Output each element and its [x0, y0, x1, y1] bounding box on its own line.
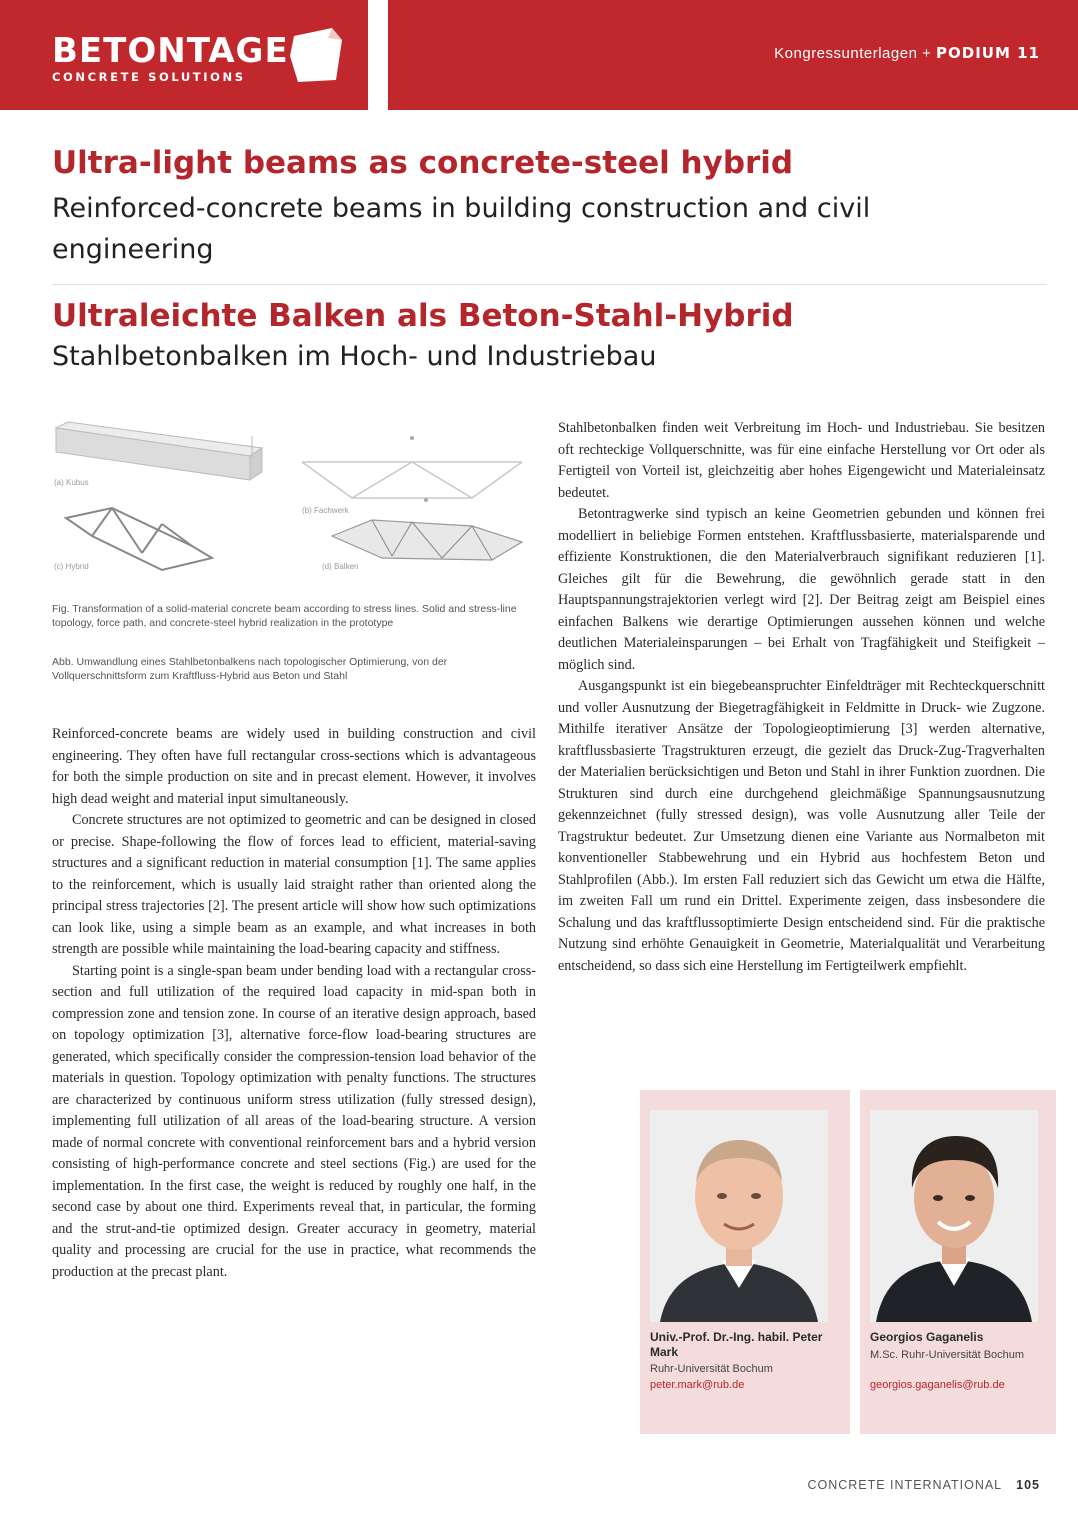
- figure-label-d: (d) Balken: [322, 562, 359, 571]
- logo-mark-icon: [288, 26, 344, 84]
- figure-label-a: (a) Kubus: [54, 478, 89, 487]
- magazine-name: CONCRETE INTERNATIONAL: [807, 1478, 1003, 1492]
- author-card: [640, 1090, 850, 1434]
- author-name: Univ.-Prof. Dr.-Ing. habil. Peter Mark: [650, 1330, 823, 1359]
- german-body: [558, 418, 1045, 977]
- divider: [52, 284, 1047, 285]
- logo-tagline: CONCRETE SOLUTIONS: [52, 70, 246, 84]
- author-email[interactable]: peter.mark@rub.de: [650, 1379, 745, 1391]
- german-paragraph: Stahlbetonbalken finden weit Verbreitung im Hoch- und Industriebau. Sie besitzen oft rechteckige Vollquerschnitte, was für eine einfache Herstellung vor Ort oder als Fertigteil von Vorteil ist, gleichzeitig aber hohes Eigengewicht und Materialeinsatz bedeutet.: [558, 420, 1045, 501]
- portrait-icon: [870, 1110, 1038, 1322]
- figure-caption-german: Abb. Umwandlung eines Stahlbetonbalkens nach topologischer Optimierung, von der Vollquerschnittsform zum Kraftfluss-Hybrid aus Beton und Stahl: [52, 656, 448, 682]
- english-title: Ultra-light beams as concrete-steel hybrid: [52, 145, 794, 181]
- author-affiliation: Ruhr-Universität Bochum: [650, 1363, 773, 1375]
- page-number: 105: [1016, 1478, 1040, 1492]
- author-photo: [650, 1110, 828, 1322]
- author-name: Georgios Gaganelis: [870, 1330, 984, 1344]
- author-card: [860, 1090, 1056, 1434]
- beam-diagram: [52, 418, 536, 588]
- english-subtitle: Reinforced-concrete beams in building construction and civil engineering: [52, 193, 871, 265]
- figure-caption-english: Fig. Transformation of a solid-material concrete beam according to stress lines. Solid and stress-line topology, force path, and concrete-steel hybrid realization in the prototype: [52, 603, 517, 629]
- english-body: [52, 724, 536, 1283]
- figure-label-c: (c) Hybrid: [54, 562, 89, 571]
- english-paragraph: Concrete structures are not optimized to geometric and can be designed in closed or precise. Shape-following the flow of forces lead to efficient, material-saving structures and a significant reduction in material consumption [1]. The same applies to the reinforcement, which is usually laid straight rather than oriented along the principal stress trajectories [2]. The present article will show how such optimizations can look like, using a simple beam as an example, and what increases in both strength are possible while maintaining the load-bearing capacity and stiffness.: [52, 812, 536, 957]
- portrait-icon: [650, 1110, 828, 1322]
- german-paragraph: Betontragwerke sind typisch an keine Geometrien gebunden und können frei modelliert in beliebige Formen entstehen. Kraftflussbasierte, materialsparende und effiziente Konstruktionen, die den Materialverbrauch signifikant reduzieren [1]. Gleiches gilt für die Bewehrung, die gewöhnlich gerade statt in den Hauptspannungstrajektorien verlegt wird [2]. Der Beitrag zeigt am Beispiel eines einfachen Balkens wie derartige Optimierungen aussehen können und welche deutlichen Materialeinsparungen – bei Erhalt von Tragfähigkeit und Steifigkeit – möglich sind.: [558, 506, 1045, 673]
- figure-label-b: (b) Fachwerk: [302, 506, 349, 515]
- german-paragraph: Ausgangspunkt ist ein biegebeanspruchter Einfeldträger mit Rechteckquerschnitt und voller Ausnutzung der Biegetragfähigkeit in Feldmitte in Druck- wie Zugzone. Mithilfe iterativer Ansätze der Topologieoptimierung [3] werden alternative, kraftflussbasierte Tragstrukturen erzeugt, die gezielt das Druck-Zug-Tragverhalten der Materialien berücksichtigen und Beton und Stahl in ihrer Funktion zuordnen. Die Strukturen sind durch eine durchgehend gleichmäßige Spannungsausnutzung gekennzeichnet (fully stressed design), was volle Ausnutzung aller Teile der Tragstruktur bedeutet. Zur Umsetzung dienen eine Variante aus Normalbeton mit konventioneller Stabbewehrung und ein Hybrid aus hochfestem Beton und Stahlprofilen (Abb.). Im ersten Fall reduziert sich das Gewicht um etwa die Hälfte, im zweiten Fall um rund ein Drittel. Experimente zeigen, dass insbesondere die Schalung und das kraftflussoptimierte Design entscheidend sind. Für die praktische Nutzung sind erhöhte Genauigkeit in Geometrie, Materialqualität und Verarbeitung entscheidend, so dass sich eine Herstellung im Fertigteilwerk empfiehlt.: [558, 678, 1045, 974]
- section-name: PODIUM 11: [936, 44, 1040, 62]
- logo-wordmark: BETONTAGE: [52, 31, 289, 71]
- german-subtitle: Stahlbetonbalken im Hoch- und Industriebau: [52, 341, 657, 372]
- page-footer: [807, 1478, 1040, 1492]
- section-prefix: Kongressunterlagen +: [774, 45, 937, 62]
- german-title: Ultraleichte Balken als Beton-Stahl-Hybrid: [52, 298, 794, 334]
- header-gap: [368, 0, 388, 110]
- section-label: [774, 44, 1040, 62]
- author-email[interactable]: georgios.gaganelis@rub.de: [870, 1379, 1005, 1391]
- author-affiliation: M.Sc. Ruhr-Universität Bochum: [870, 1349, 1025, 1361]
- beam-figure: [52, 418, 536, 588]
- english-paragraph: Starting point is a single-span beam under bending load with a rectangular cross-section and full utilization of the required load capacity in mid-span both in compression zone and tension zone. In course of an iterative design approach, based on topology optimization [3], alternative force-flow load-bearing structures are generated, which specifically consider the compression-tension load behavior of the materials in question. Topology optimization with penalty functions. The structures are characterized by continuous uniform stress utilization (fully stressed design), implementing full utilization of all areas of the load-bearing structure. A version made of normal concrete with conventional reinforcement bars and a hybrid version consisting of high-performance concrete and steel sections (Fig.) are used for the implementation. In the first case, the weight is reduced by roughly one half, in the second case by about one third. Experiments reveal that, in particular, the forming and the strut-and-tie optimized design. Greater accuracy in geometry, material quality and processing are crucial for the use in practice, what recommends the production at the precast plant.: [52, 962, 536, 1280]
- english-paragraph: Reinforced-concrete beams are widely used in building construction and civil engineering. They often have full rectangular cross-sections which is advantageous for both the simple production on site and in precast element. However, it involves high dead weight and material input simultaneously.: [52, 726, 536, 807]
- author-photo: [870, 1110, 1038, 1322]
